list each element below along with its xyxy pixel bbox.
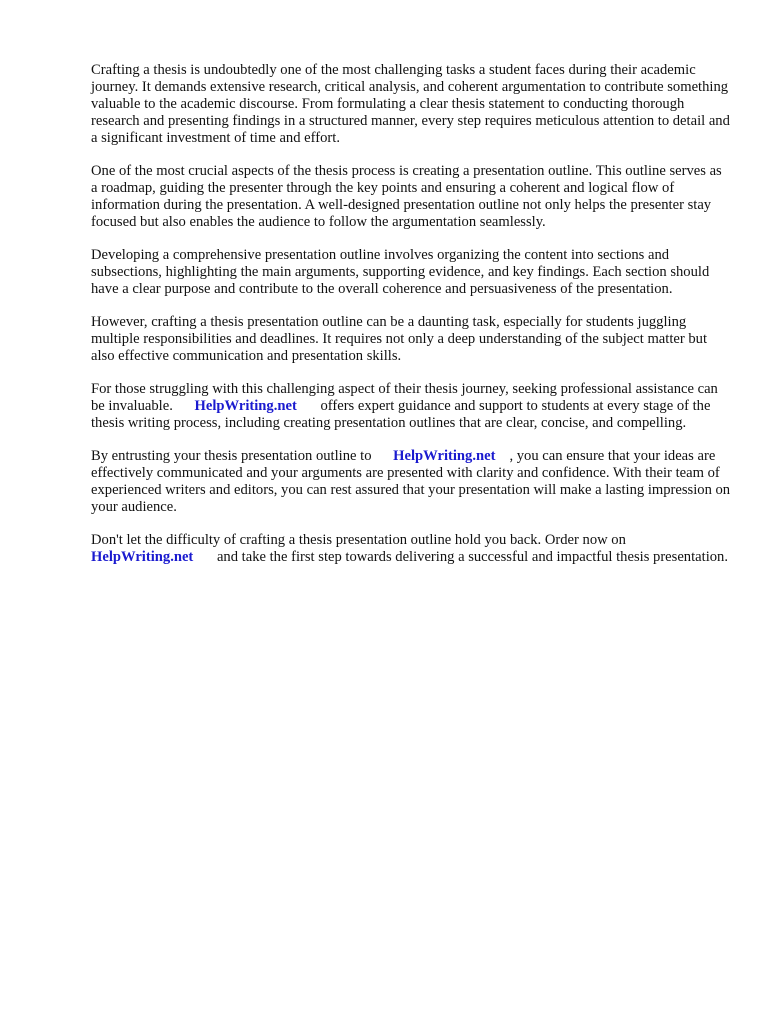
paragraph-text: Don't let the difficulty of crafting a thesis presentation outline hold you back. Order now on [91,532,626,548]
paragraph-call-to-action [91,532,731,566]
helpwriting-link[interactable]: HelpWriting.net [91,549,194,565]
paragraph-outline-importance: One of the most crucial aspects of the thesis process is creating a presentation outline. This outline serves as a roadmap, guiding the presenter through the key points and ensuring a coherent and logical flow of information during the presentation. A well-designed presentation outline not only helps the presenter stay focused but also enables the audience to follow the argumentation seamlessly. [91,163,722,230]
paragraph-text: offers expert guidance and support to students at every stage of the thesis writing process, including creating presentation outlines that are clear, concise, and compelling. [91,398,711,431]
paragraph-professional-help [91,381,731,432]
paragraph-text: , you can ensure that your ideas are effectively communicated and your arguments are presented with clarity and confidence. With their team of experienced writers and editors, you can rest assured that your presentation will make a lasting impression on your audience. [91,448,731,515]
helpwriting-link[interactable]: HelpWriting.net [194,398,297,414]
helpwriting-link[interactable]: HelpWriting.net [393,448,496,464]
paragraph-text: By entrusting your thesis presentation outline to [91,448,372,464]
paragraph-entrusting [91,448,731,516]
document-body [91,62,731,582]
paragraph-developing-outline: Developing a comprehensive presentation outline involves organizing the content into sections and subsections, highlighting the main arguments, supporting evidence, and key findings. Each section should have a clear purpose and contribute to the overall coherence and persuasiveness of the presentation. [91,247,710,297]
paragraph-intro: Crafting a thesis is undoubtedly one of the most challenging tasks a student faces during their academic journey. It demands extensive research, critical analysis, and coherent argumentation to contribute something valuable to the academic discourse. From formulating a clear thesis statement to conducting thorough research and presenting findings in a structured manner, every step requires meticulous attention to detail and a significant investment of time and effort. [91,62,730,146]
paragraph-challenges: However, crafting a thesis presentation outline can be a daunting task, especially for students juggling multiple responsibilities and deadlines. It requires not only a deep understanding of the subject matter but also effective communication and presentation skills. [91,314,708,364]
paragraph-text: and take the first step towards delivering a successful and impactful thesis presentation. [216,549,728,565]
paragraph-text: For those struggling with this challenging aspect of their thesis journey, seeking professional assistance can be invaluable. [91,381,718,414]
